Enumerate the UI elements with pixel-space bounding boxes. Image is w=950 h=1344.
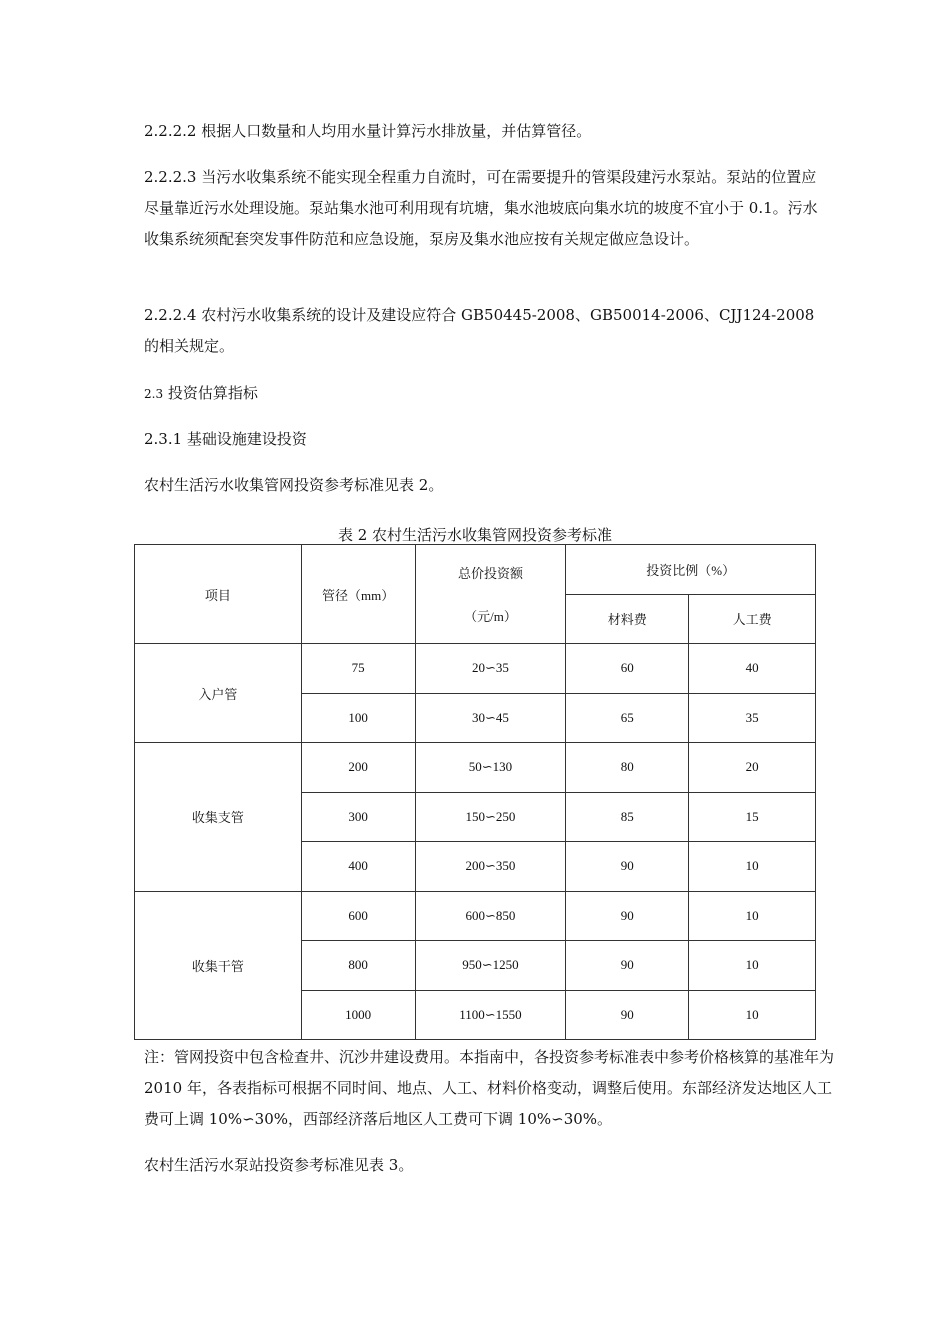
investment-table: [134, 544, 816, 1040]
cell-diameter: 600: [301, 891, 415, 941]
cell-total: 600∽850: [415, 891, 566, 941]
cell-diameter: 300: [301, 792, 415, 842]
table-note: 注：管网投资中包含检查井、沉沙井建设费用。本指南中，各投资参考标准表中参考价格核算的基准年为 2010 年，各表指标可根据不同时间、地点、人工、材料价格变动，调整后使用。东部经济发达地区人工费可上调 10%∽30%，西部经济落后地区人工费可下调 10%∽30%。: [144, 1048, 835, 1128]
cell-total: 1100∽1550: [415, 990, 566, 1040]
cell-material: 90: [566, 990, 689, 1040]
paragraph-2-2-2-3: 2.2.2.3 当污水收集系统不能实现全程重力自流时，可在需要提升的管渠段建污水泵站。泵站的位置应尽量靠近污水处理设施。泵站集水池可利用现有坑塘，集水池坡底向集水坑的坡度不宜小于 0.1。污水收集系统须配套突发事件防范和应急设施，泵房及集水池应按有关规定做应急设计。: [144, 168, 818, 248]
header-total-line2: （元/m）: [464, 609, 517, 624]
section-title: 投资估算指标: [167, 384, 258, 402]
cell-labor: 20: [689, 743, 816, 793]
cell-diameter: 100: [301, 693, 415, 743]
table-caption: 表 2 农村生活污水收集管网投资参考标准: [337, 526, 613, 544]
header-total: [415, 545, 566, 644]
cell-total: 200∽350: [415, 842, 566, 892]
cell-labor: 10: [689, 891, 816, 941]
cell-labor: 10: [689, 842, 816, 892]
cell-diameter: 1000: [301, 990, 415, 1040]
section-number: 2.3: [144, 387, 164, 401]
cell-labor: 35: [689, 693, 816, 743]
cell-diameter: 800: [301, 941, 415, 991]
cell-material: 60: [566, 644, 689, 694]
cell-material: 90: [566, 941, 689, 991]
cell-total: 30∽45: [415, 693, 566, 743]
cell-labor: 40: [689, 644, 816, 694]
cell-material: 65: [566, 693, 689, 743]
group-name: 入户管: [135, 644, 302, 743]
paragraph-2-2-2-2: 2.2.2.2 根据人口数量和人均用水量计算污水排放量，并估算管径。: [144, 122, 592, 140]
paragraph-table3-intro: 农村生活污水泵站投资参考标准见表 3。: [144, 1156, 414, 1174]
group-name: 收集干管: [135, 891, 302, 1040]
cell-material: 90: [566, 891, 689, 941]
cell-material: 90: [566, 842, 689, 892]
cell-diameter: 400: [301, 842, 415, 892]
group-name: 收集支管: [135, 743, 302, 892]
section-heading-2-3: [144, 378, 824, 410]
header-material: 材料费: [566, 594, 689, 644]
cell-total: 950∽1250: [415, 941, 566, 991]
cell-diameter: 200: [301, 743, 415, 793]
paragraph-table-intro: 农村生活污水收集管网投资参考标准见表 2。: [144, 476, 444, 494]
cell-total: 150∽250: [415, 792, 566, 842]
cell-labor: 10: [689, 990, 816, 1040]
cell-labor: 15: [689, 792, 816, 842]
header-total-line1: 总价投资额: [457, 566, 523, 581]
cell-total: 20∽35: [415, 644, 566, 694]
header-item: 项目: [135, 545, 302, 644]
paragraph-2-2-2-4: 2.2.2.4 农村污水收集系统的设计及建设应符合 GB50445-2008、GB50014-2006、CJJ124-2008 的相关规定。: [144, 306, 815, 355]
cell-material: 80: [566, 743, 689, 793]
section-heading-2-3-1: 2.3.1 基础设施建设投资: [144, 430, 307, 448]
cell-labor: 10: [689, 941, 816, 991]
header-ratio: 投资比例（%）: [566, 545, 816, 595]
header-diameter: 管径（mm）: [301, 545, 415, 644]
cell-material: 85: [566, 792, 689, 842]
header-labor: 人工费: [689, 594, 816, 644]
cell-diameter: 75: [301, 644, 415, 694]
cell-total: 50∽130: [415, 743, 566, 793]
